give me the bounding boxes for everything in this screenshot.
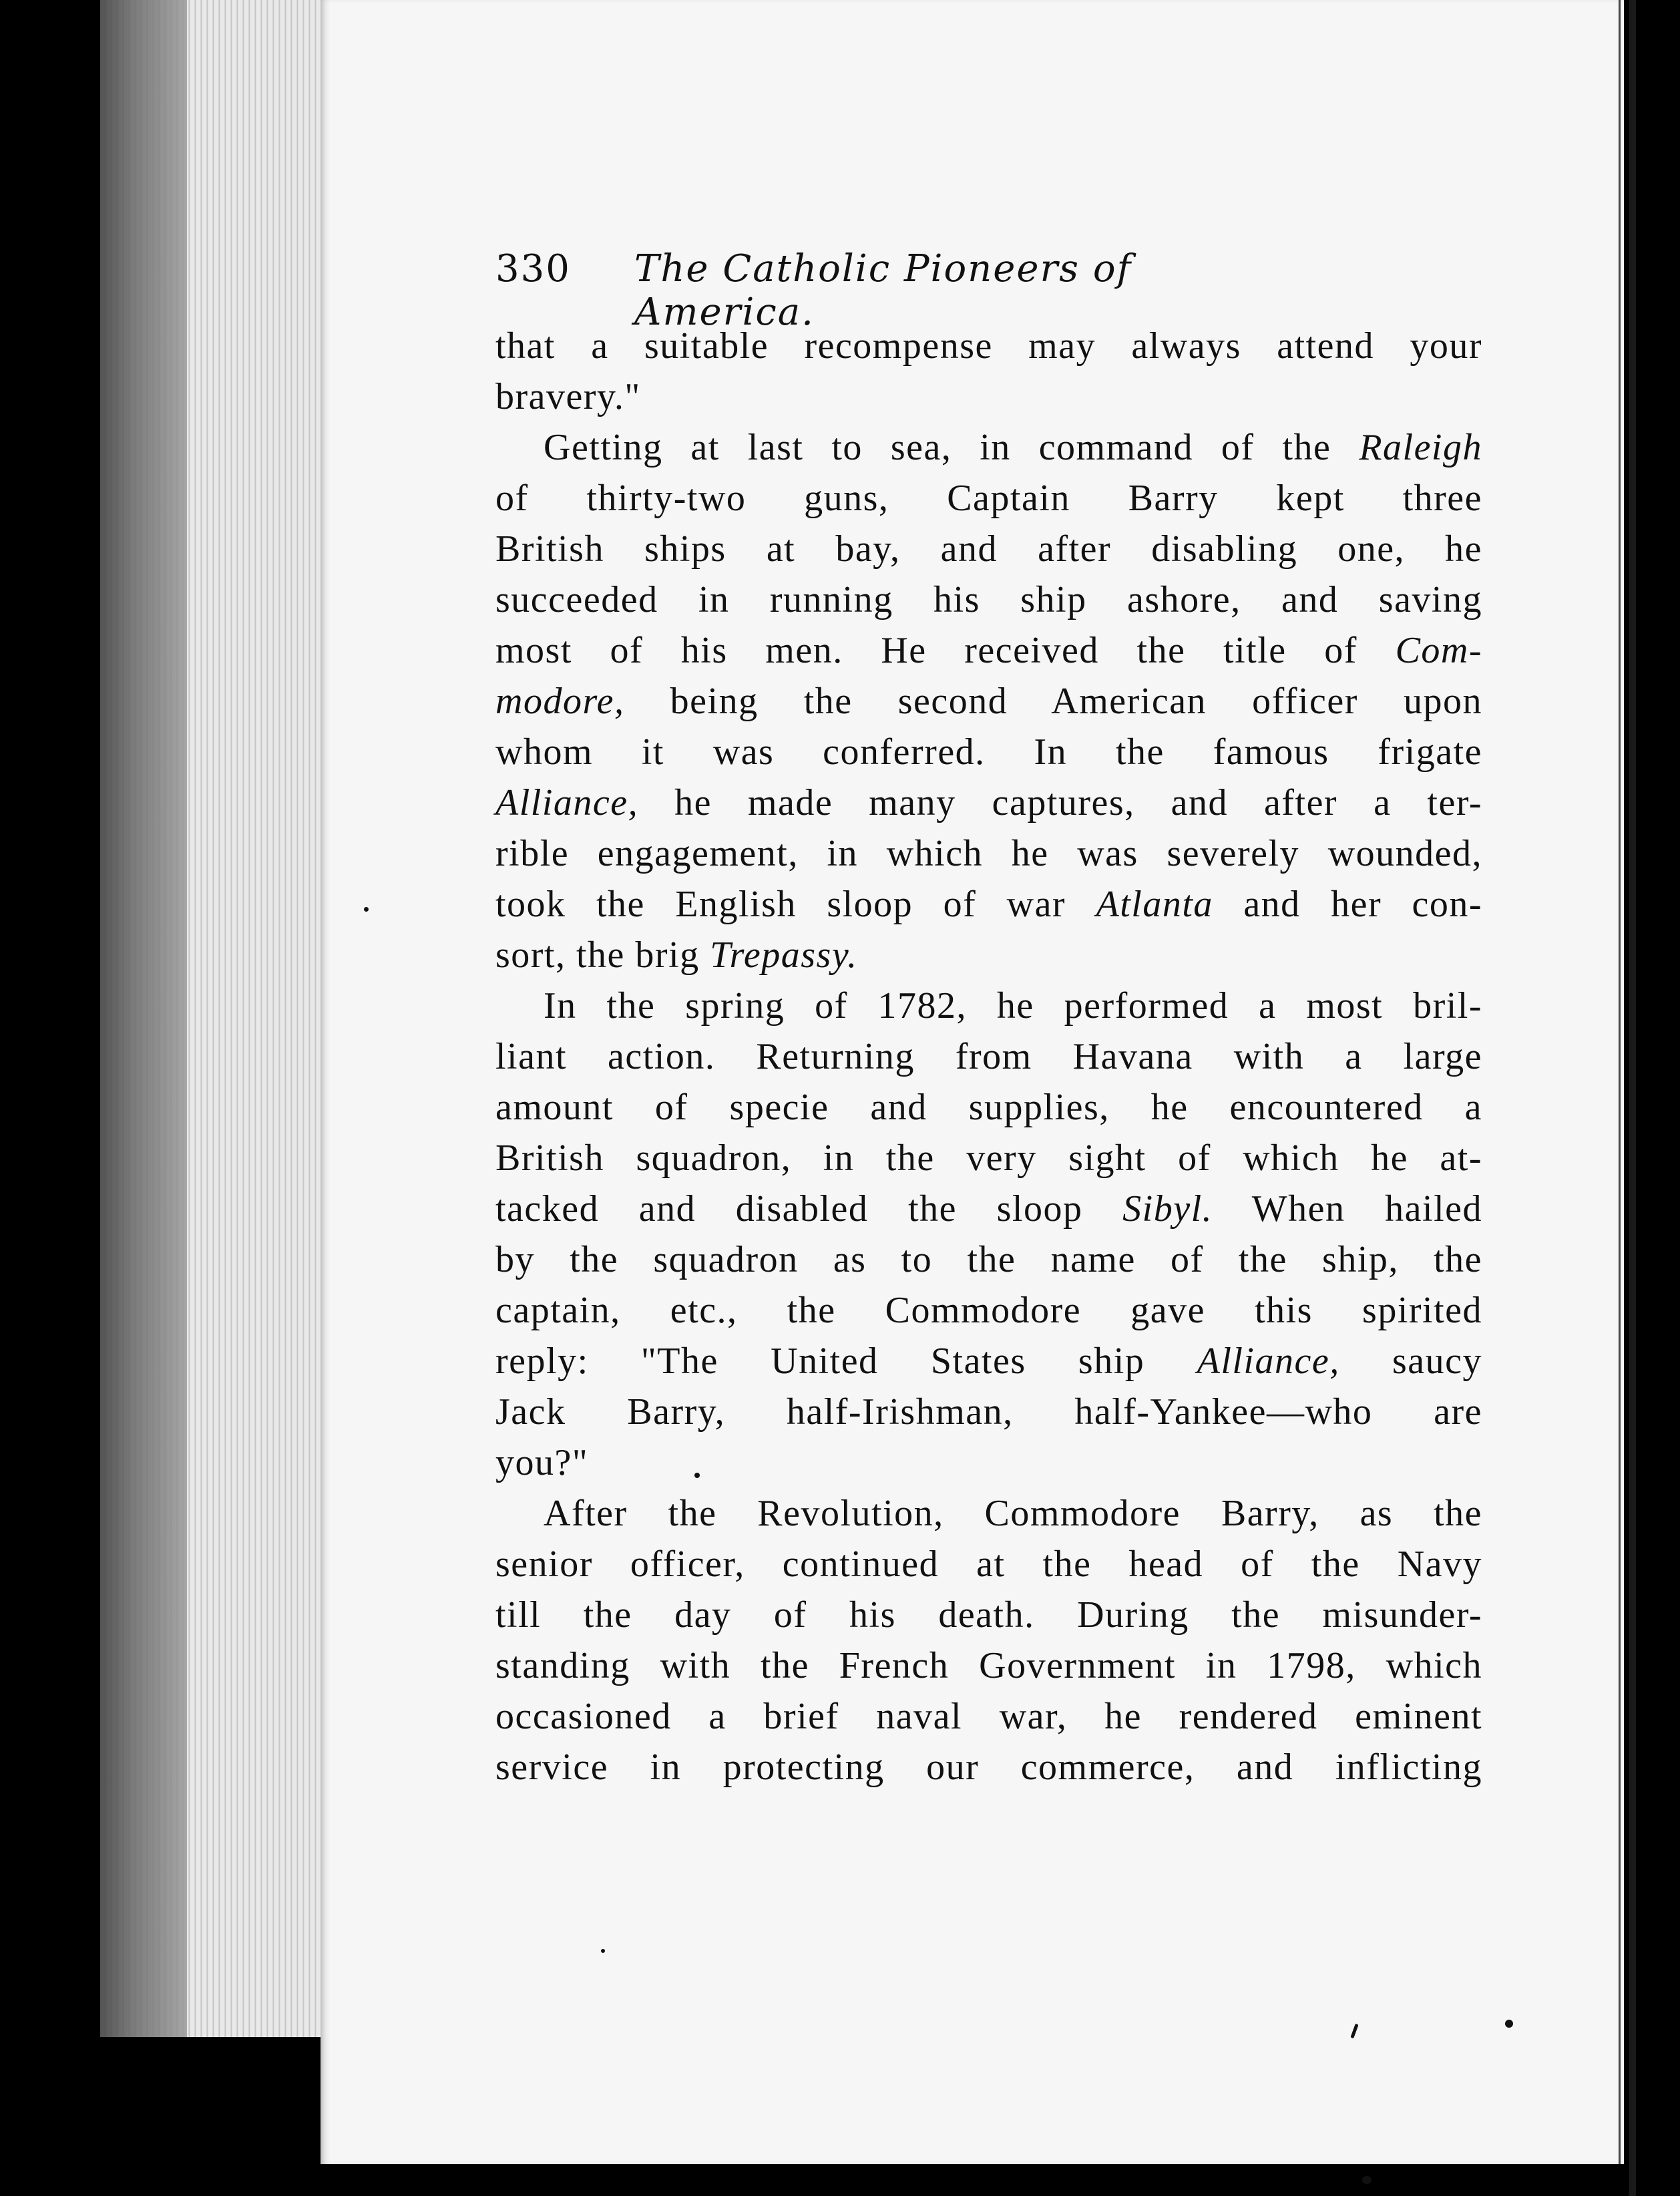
- page-edges-shadow: [100, 0, 187, 2037]
- text-line: amount of specie and supplies, he encountered a: [495, 1087, 1482, 1128]
- page-border-line: [1619, 0, 1621, 2164]
- scan-speck: [1362, 2176, 1372, 2184]
- text-line: British squadron, in the very sight of which he at-: [495, 1137, 1482, 1179]
- text-line: of thirty-two guns, Captain Barry kept three: [495, 478, 1482, 519]
- text-line: standing with the French Government in 1798, which: [495, 1645, 1482, 1686]
- text-line: tacked and disabled the sloop Sibyl. When hailed: [495, 1188, 1482, 1230]
- text-line: Alliance, he made many captures, and after a ter-: [495, 782, 1482, 824]
- text-line: reply: "The United States ship Alliance, saucy: [495, 1340, 1483, 1382]
- text-line: In the spring of 1782, he performed a most bril-: [544, 985, 1482, 1027]
- page-header: [495, 247, 1310, 334]
- text-line: liant action. Returning from Havana with a large: [495, 1036, 1482, 1077]
- text-line: that a suitable recompense may always attend your: [495, 325, 1482, 367]
- text-line: bravery.": [495, 376, 641, 417]
- ship-name: Alliance,: [1197, 1340, 1340, 1382]
- text-line: sort, the brig Trepassy.: [495, 934, 858, 976]
- text-line: most of his men. He received the title of Com-: [495, 630, 1483, 671]
- scan-speck: [364, 907, 369, 912]
- text-line: service in protecting our commerce, and inflicting: [495, 1747, 1482, 1788]
- text-line: British ships at bay, and after disabling one, he: [495, 528, 1482, 570]
- text-line: you?": [495, 1442, 589, 1483]
- text-line: by the squadron as to the name of the ship, the: [495, 1239, 1482, 1280]
- text-line: Jack Barry, half-Irishman, half-Yankee—who are: [495, 1391, 1482, 1433]
- ship-name: Atlanta: [1096, 884, 1213, 925]
- text-line: whom it was conferred. In the famous frigate: [495, 731, 1482, 773]
- running-title: The Catholic Pioneers of America.: [634, 247, 1132, 334]
- text-line: captain, etc., the Commodore gave this spirited: [495, 1290, 1482, 1331]
- title-word: modore,: [495, 681, 625, 722]
- text-line: modore, being the second American officer upon: [495, 681, 1483, 722]
- scan-edge: [1629, 0, 1636, 2196]
- ship-name: Sibyl.: [1122, 1188, 1213, 1230]
- text-line: took the English sloop of war Atlanta and her con-: [495, 884, 1483, 925]
- ship-name: Alliance,: [495, 782, 639, 824]
- scan-speck: [601, 1949, 605, 1953]
- text-line: succeeded in running his ship ashore, and saving: [495, 579, 1482, 620]
- text-line: rible engagement, in which he was severely wounded,: [495, 833, 1482, 874]
- ship-name: Trepassy.: [710, 934, 858, 976]
- text-line: senior officer, continued at the head of the Navy: [495, 1543, 1482, 1585]
- scan-speck: [694, 1473, 700, 1478]
- text-line: After the Revolution, Commodore Barry, as the: [544, 1493, 1482, 1534]
- title-word: Com-: [1395, 630, 1483, 671]
- scan-speck: [1505, 2020, 1513, 2028]
- text-line: till the day of his death. During the misunder-: [495, 1594, 1482, 1636]
- body-text: [495, 321, 1482, 1793]
- text-line: Getting at last to sea, in command of the Raleigh: [544, 427, 1482, 468]
- text-line: occasioned a brief naval war, he rendered eminent: [495, 1696, 1482, 1737]
- ship-name: Raleigh: [1359, 427, 1482, 468]
- page-number: 330: [495, 247, 571, 291]
